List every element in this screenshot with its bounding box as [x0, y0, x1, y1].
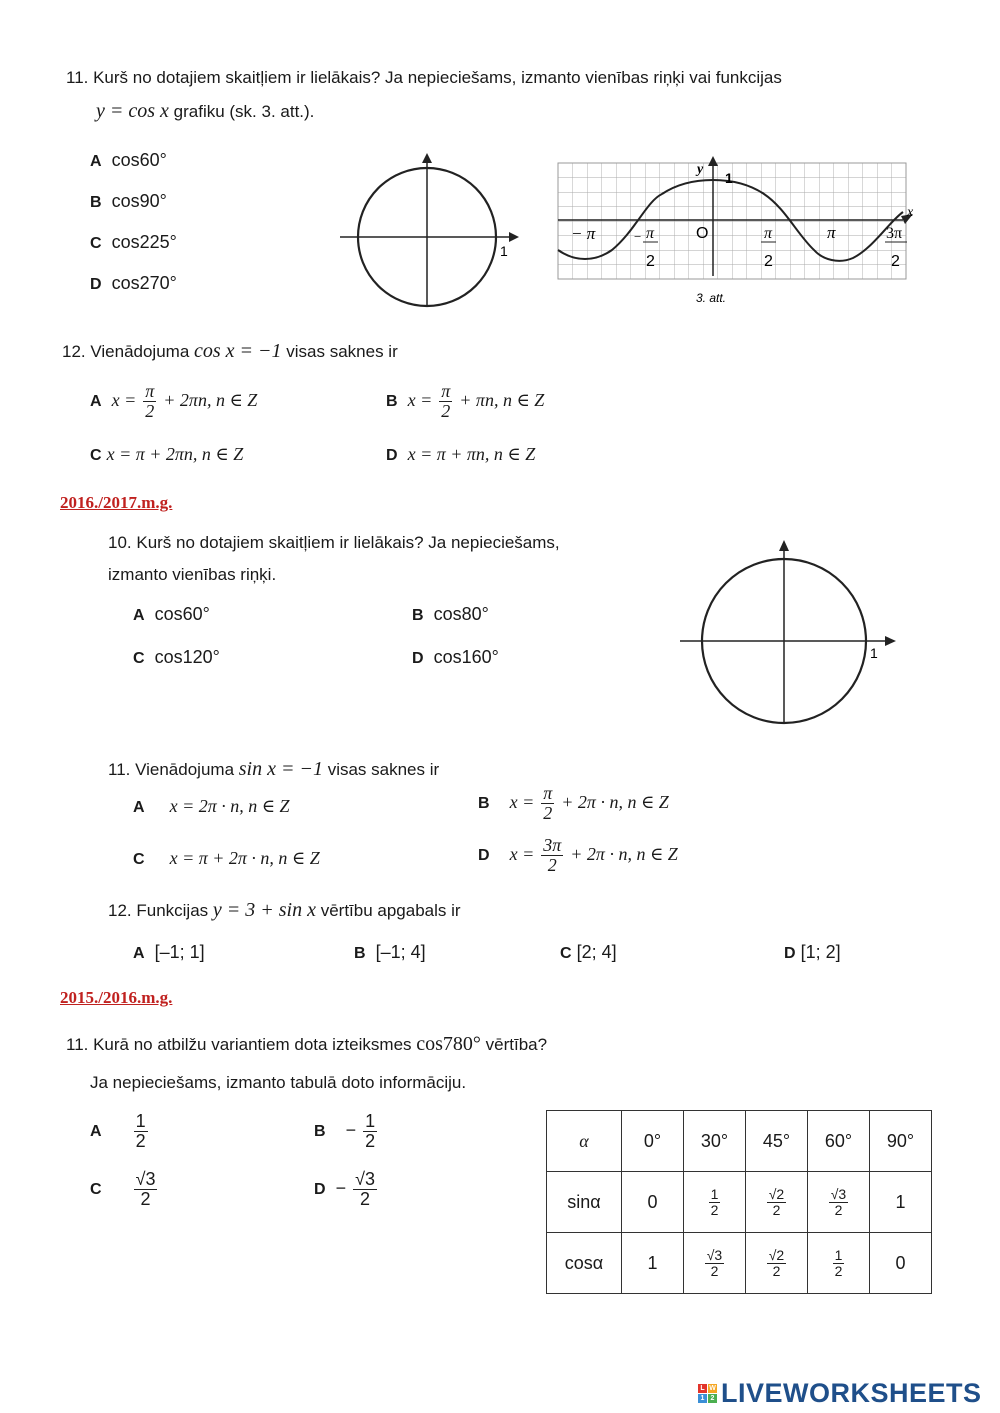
s1-q11-option-c[interactable]: C cos225°: [90, 232, 177, 252]
graph-three-half-pi-num: 3π: [886, 225, 903, 242]
s1-q11-option-b[interactable]: B cos90°: [90, 191, 167, 211]
s1-q12-option-b[interactable]: B x = $\frac{\pi}{2}$ + πn, n ∈ Z: [386, 381, 545, 421]
year-heading-2015-2016: 2015./2016.m.g.: [60, 988, 173, 1007]
liveworksheets-mark-icon: L W 1 2: [698, 1384, 717, 1403]
s2-q10-line2: izmanto vienības riņķi.: [108, 565, 277, 584]
graph-origin-label: O: [696, 225, 709, 242]
table-row-label-sin: sinα: [547, 1172, 622, 1233]
trig-values-table: [546, 1110, 932, 1294]
cosine-graph: [555, 156, 925, 306]
table-header-cell: 90°: [870, 1111, 932, 1172]
table-header-cell: α: [547, 1111, 622, 1172]
s2-q11-option-c[interactable]: C x = π + 2π · n, n ∈ Z: [133, 848, 320, 868]
table-cell: 0: [622, 1172, 684, 1233]
table-cell: 1: [622, 1233, 684, 1294]
table-row-cos: [547, 1233, 932, 1294]
unit-circle-1: [336, 150, 526, 310]
table-cell: $\frac{√2}{2}$: [746, 1172, 808, 1233]
s3-q11-option-d[interactable]: D − $\frac{√3}{2}$: [314, 1169, 375, 1209]
s3-q11-option-c[interactable]: C $\frac{√3}{2}$: [90, 1169, 156, 1209]
graph-neg-pi: − π: [571, 224, 596, 243]
s2-q10-line1: 10. Kurš no dotajiem skaitļiem ir lielākais? Ja nepieciešams,: [108, 533, 560, 552]
s2-q12-option-b[interactable]: B [–1; 4]: [354, 942, 426, 962]
liveworksheets-logo-text: LIVEWORKSHEETS: [721, 1378, 982, 1408]
q11-line2-rest: grafiku (sk. 3. att.).: [168, 102, 315, 121]
table-header-cell: 45°: [746, 1111, 808, 1172]
s2-q11-option-a[interactable]: A x = 2π · n, n ∈ Z: [133, 796, 290, 816]
s2-q10-option-a[interactable]: A cos60°: [133, 604, 210, 624]
table-cell: $\frac{√2}{2}$: [746, 1233, 808, 1294]
graph-half-pi-den: 2: [764, 253, 773, 270]
table-cell: 1: [870, 1172, 932, 1233]
s3-q11-line2: Ja nepieciešams, izmanto tabulā doto informāciju.: [90, 1073, 467, 1092]
s1-q12-option-d[interactable]: D x = π + πn, n ∈ Z: [386, 444, 536, 464]
unit-circle-2: [676, 536, 902, 728]
graph-neg-sign: −: [634, 229, 642, 244]
graph-one-label: 1: [725, 170, 733, 186]
q11-text-line1: 11. Kurš no dotajiem skaitļiem ir lielākais? Ja nepieciešams, izmanto vienības riņķi vai funkcijas: [66, 68, 782, 87]
s1-q12-option-c[interactable]: C x = π + 2πn, n ∈ Z: [90, 444, 244, 464]
table-cell: $\frac{√3}{2}$: [808, 1172, 870, 1233]
s2-q12-text: 12. Funkcijas y = 3 + sin x vērtību apgabals ir: [108, 899, 461, 921]
graph-y-label: y: [697, 162, 704, 177]
s2-q12-equation: y = 3 + sin x: [212, 899, 316, 921]
circle-2-one-label: 1: [870, 645, 878, 661]
table-row-sin: [547, 1172, 932, 1233]
table-header-cell: 60°: [808, 1111, 870, 1172]
table-cell: $\frac{1}{2}$: [684, 1172, 746, 1233]
table-cell: $\frac{√3}{2}$: [684, 1233, 746, 1294]
s3-q11-expression: cos780°: [416, 1033, 481, 1055]
graph-caption: 3. att.: [696, 291, 727, 305]
graph-three-half-pi-den: 2: [891, 253, 900, 270]
circle-1-one-label: 1: [500, 243, 508, 259]
year-heading-2016-2017: 2016./2017.m.g.: [60, 493, 173, 512]
graph-neg-half-pi-num: π: [646, 225, 655, 242]
s2-q10-option-b[interactable]: B cos80°: [412, 604, 489, 624]
s3-q11-text: 11. Kurā no atbilžu variantiem dota izteiksmes cos780° vērtība?: [66, 1033, 548, 1055]
table-row-label-cos: cosα: [547, 1233, 622, 1294]
table-header-cell: 30°: [684, 1111, 746, 1172]
graph-half-pi-num: π: [764, 225, 773, 242]
s3-q11-option-b[interactable]: B − $\frac{1}{2}$: [314, 1111, 376, 1151]
graph-x-label: x: [907, 205, 914, 220]
table-cell: 0: [870, 1233, 932, 1294]
q11-function: y = cos x: [96, 100, 169, 122]
table-header-cell: 0°: [622, 1111, 684, 1172]
s2-q12-option-a[interactable]: A [–1; 1]: [133, 942, 205, 962]
table-row-header: [547, 1111, 932, 1172]
s1-q12-equation: cos x = −1: [194, 340, 282, 362]
s2-q11-text: 11. Vienādojuma sin x = −1 visas saknes ir: [108, 758, 440, 780]
q11-text-line2: [96, 100, 314, 123]
liveworksheets-logo: [698, 1378, 982, 1409]
s2-q12-option-c[interactable]: C [2; 4]: [560, 942, 617, 962]
s2-q11-equation: sin x = −1: [238, 758, 323, 780]
s3-q11-option-a[interactable]: A $\frac{1}{2}$: [90, 1111, 146, 1151]
s2-q11-option-d[interactable]: D x = $\frac{3\pi}{2}$ + 2π · n, n ∈ Z: [478, 835, 678, 875]
s2-q11-option-b[interactable]: B x = $\frac{\pi}{2}$ + 2π · n, n ∈ Z: [478, 783, 669, 823]
graph-neg-half-pi-den: 2: [646, 253, 655, 270]
s2-q10-option-d[interactable]: D cos160°: [412, 647, 499, 667]
s2-q12-option-d[interactable]: D [1; 2]: [784, 942, 841, 962]
table-cell: $\frac{1}{2}$: [808, 1233, 870, 1294]
graph-pi: π: [827, 223, 836, 242]
s1-q11-option-d[interactable]: D cos270°: [90, 273, 177, 293]
s2-q10-option-c[interactable]: C cos120°: [133, 647, 220, 667]
s1-q12-text: 12. Vienādojuma cos x = −1 visas saknes ir: [62, 340, 398, 362]
s1-q11-option-a[interactable]: A cos60°: [90, 150, 167, 170]
s1-q12-option-a[interactable]: A x = $\frac{\pi}{2}$ + 2πn, n ∈ Z: [90, 381, 258, 421]
